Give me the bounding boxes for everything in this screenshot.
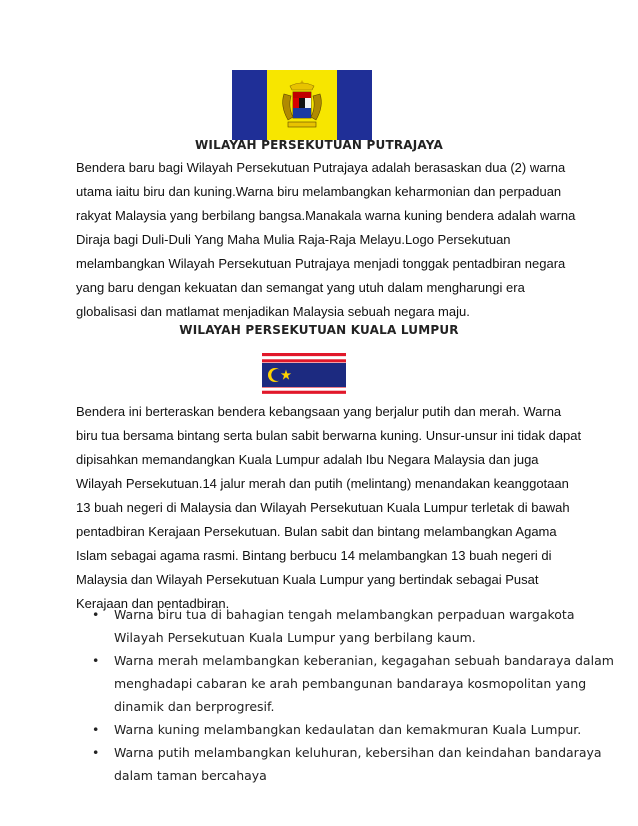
list-item — [92, 603, 575, 649]
list-item-line: Warna putih melambangkan keluhuran, kebersihan dan keindahan bandaraya — [114, 745, 602, 760]
bullet-icon: • — [92, 722, 100, 737]
list-item-line: Warna biru tua di bahagian tengah melambangkan perpaduan wargakota — [114, 607, 575, 622]
list-item-line: dinamik dan berprogresif. — [114, 699, 275, 714]
bullet-icon: • — [92, 653, 100, 668]
bullet-list — [92, 603, 614, 787]
paragraph-line: yang baru dengan kekuatan dan semangat yang utuh dalam mengharungi era — [76, 280, 525, 295]
paragraph-line: Islam sebagai agama rasmi. Bintang berbucu 14 melambangkan 13 buah negeri di — [76, 548, 552, 563]
putrajaya-flag-image — [232, 70, 372, 140]
list-item-line: Warna merah melambangkan keberanian, kegagahan sebuah bandaraya dalam — [114, 653, 614, 668]
list-item — [92, 718, 582, 741]
paragraph-putrajaya — [76, 156, 576, 324]
paragraph-line: Diraja bagi Duli-Duli Yang Maha Mulia Raja-Raja Melayu.Logo Persekutuan — [76, 232, 511, 247]
paragraph-line: Kerajaan dan pentadbiran. — [76, 596, 230, 611]
paragraph-line: pentadbiran Kerajaan Persekutuan. Bulan sabit dan bintang melambangkan Agama — [76, 524, 557, 539]
paragraph-line: Malaysia dan Wilayah Persekutuan Kuala Lumpur yang bertindak sebagai Pusat — [76, 572, 539, 587]
paragraph-line: dipisahkan memandangkan Kuala Lumpur adalah Ibu Negara Malaysia dan juga — [76, 452, 539, 467]
list-item-line: Warna kuning melambangkan kedaulatan dan kemakmuran Kuala Lumpur. — [114, 722, 582, 737]
paragraph-line: Bendera baru bagi Wilayah Persekutuan Putrajaya adalah berasaskan dua (2) warna — [76, 160, 566, 175]
list-item-line: Wilayah Persekutuan Kuala Lumpur yang berbilang kaum. — [114, 630, 476, 645]
heading-putrajaya: WILAYAH PERSEKUTUAN PUTRAJAYA — [195, 138, 443, 152]
list-item-line: menghadapi cabaran ke arah pembangunan bandaraya kosmopolitan yang — [114, 676, 587, 691]
paragraph-line: utama iaitu biru dan kuning.Warna biru melambangkan keharmonian dan perpaduan — [76, 184, 562, 199]
paragraph-line: Bendera ini berteraskan bendera kebangsaan yang berjalur putih dan merah. Warna — [76, 404, 562, 419]
paragraph-kuala-lumpur — [76, 400, 582, 616]
list-item-line: dalam taman bercahaya — [114, 768, 267, 783]
paragraph-line: melambangkan Wilayah Persekutuan Putrajaya menjadi tonggak pentadbiran negara — [76, 256, 566, 271]
kuala-lumpur-flag-image — [262, 353, 346, 397]
paragraph-line: biru tua bersama bintang serta bulan sabit berwarna kuning. Unsur-unsur ini tidak dapat — [76, 428, 582, 443]
list-item — [92, 649, 614, 718]
list-item — [92, 741, 602, 787]
bullet-icon: • — [92, 607, 100, 622]
paragraph-line: globalisasi dan matlamat menjadikan Malaysia sebuah negara maju. — [76, 304, 470, 319]
paragraph-line: Wilayah Persekutuan.14 jalur merah dan putih (melintang) menandakan keanggotaan — [76, 476, 569, 491]
paragraph-line: rakyat Malaysia yang berbilang bangsa.Manakala warna kuning bendera adalah warna — [76, 208, 576, 223]
bullet-icon: • — [92, 745, 100, 760]
heading-kuala-lumpur: WILAYAH PERSEKUTUAN KUALA LUMPUR — [179, 323, 459, 337]
paragraph-line: 13 buah negeri di Malaysia dan Wilayah Persekutuan Kuala Lumpur terletak di bawah — [76, 500, 570, 515]
